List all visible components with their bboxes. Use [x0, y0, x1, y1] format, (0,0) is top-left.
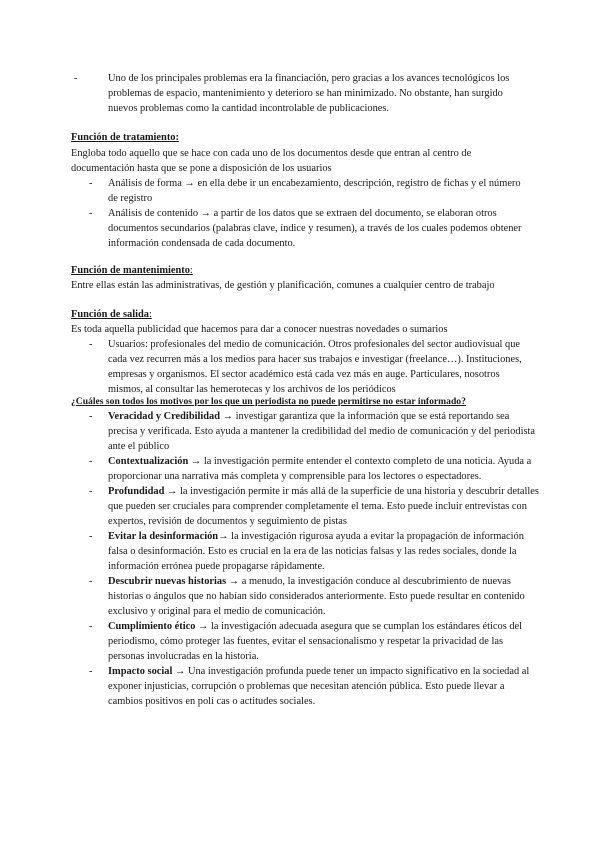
item-text: → a menudo, la investigación conduce al descubrimiento de nuevas historias o ángulos que no habían sido considerados anteriormente. Esto puede resultar en contenido exclusivo y original para el medio de comunicación.: [108, 576, 525, 617]
item-text: → investigar garantiza que la información que se está reportando sea precisa y verificada. Esto ayuda a mantener la credibilidad del medio de comunicación y del periodista ante el público: [108, 411, 536, 452]
list-item: [108, 409, 541, 454]
item-text: → la investigación permite ir más allá de la superficie de una historia y descubrir detalles que pueden ser cruciales para comprender completamente el tema. Esto puede incluir entrevistas con expertos, revisión de documentos y seguimiento de pistas: [108, 486, 539, 527]
list-item-text: Análisis de contenido → a partir de los datos que se extraen del documento, se elaboran otros documentos secundarios (palabras clave, índice y resumen), a través de los cuales podemos obtener información condensada de cada documento.: [108, 208, 522, 249]
item-term: Profundidad: [108, 486, 165, 497]
section-tratamiento: [71, 130, 531, 251]
section-heading-line: [71, 307, 531, 322]
section-motivos: [71, 394, 541, 709]
intro-item-text: Uno de los principales problemas era la financiación, pero gracias a los avances tecnológicos los problemas de espacio, mantenimiento y deterioro se han minimizado. No obstante, han surgido nuevos problemas como la cantidad incontrolable de publicaciones.: [108, 73, 510, 114]
section-heading-line: [71, 263, 531, 278]
item-term: Contextualización: [108, 456, 189, 467]
intro-list: [93, 71, 528, 116]
salida-list: [71, 337, 531, 397]
item-term: Cumplimiento ético: [108, 621, 196, 632]
list-item: [108, 574, 541, 619]
section-heading: Función de mantenimiento: [71, 265, 190, 276]
list-item-text: Usuarios: profesionales del medio de comunicación. Otros profesionales del sector audiovisual que cada vez recurren más a los medios para hacer sus trabajos e investigar (freelance…). Instituciones, empresas y organismos. El sector académico está cada vez más en auge. Particulares, nosotros mismos, al consultar las hemerotecas y los archivos de los periódicos: [108, 339, 522, 395]
list-item: [108, 484, 541, 529]
heading-colon: :: [148, 309, 152, 320]
item-text: → la investigación permite entender el contexto completo de una noticia. Ayuda a proporcionar una narrativa más completa y comprensible para los lectores o espectadores.: [108, 456, 532, 482]
item-text: → Una investigación profunda puede tener un impacto significativo en la sociedad al exponer injusticias, corrupción o problemas que necesitan atención pública. Esto puede llevar a cambios positivos en polí cas o actitudes sociales.: [108, 666, 530, 707]
item-term: Veracidad y Credibilidad: [108, 411, 221, 422]
list-item: [93, 71, 528, 116]
item-term: Descubrir nuevas historias: [108, 576, 227, 587]
section-salida: [71, 307, 531, 397]
list-item-text: Análisis de forma → en ella debe ir un encabezamiento, descripción, registro de fichas y el número de registro: [108, 178, 521, 204]
question-heading: ¿Cuáles son todos los motivos por los que un periodista no puede permitirse no estar informado?: [71, 396, 466, 407]
list-item: [108, 664, 541, 709]
section-intro: Engloba todo aquello que se hace con cada uno de los documentos desde que entran al centro de documentación hasta que se pone a disposición de los usuarios: [71, 148, 472, 174]
item-text: → la investigación rigurosa ayuda a evitar la propagación de información falsa o desinformación. Esto es crucial en la era de las noticias falsas y las redes sociales, donde la información errónea puede propagarse rápidamente.: [108, 531, 524, 572]
heading-colon: :: [189, 265, 193, 276]
list-item: [108, 529, 541, 574]
tratamiento-list: [71, 176, 531, 251]
list-item: [108, 619, 541, 664]
section-intro: Es toda aquella publicidad que hacemos para dar a conocer nuestras novedades o sumarios: [71, 324, 448, 335]
item-term: Impacto social: [108, 666, 173, 677]
section-heading: Función de salida: [71, 309, 149, 320]
list-item: [108, 454, 541, 484]
section-heading: Función de tratamiento:: [71, 132, 179, 143]
section-text: Entre ellas están las administrativas, de gestión y planificación, comunes a cualquier centro de trabajo: [71, 280, 495, 291]
section-mantenimiento: [71, 263, 531, 293]
list-item: [108, 176, 531, 206]
list-item: [108, 206, 531, 251]
list-item: [108, 337, 531, 397]
item-term: Evitar la desinformación: [108, 531, 219, 542]
item-text: → la investigación adecuada asegura que se cumplan los estándares éticos del periodismo, cómo proteger las fuentes, evitar el sensacionalismo y respetar la privacidad de las personas involucradas en la historia.: [108, 621, 523, 662]
motivos-list: [71, 409, 541, 709]
